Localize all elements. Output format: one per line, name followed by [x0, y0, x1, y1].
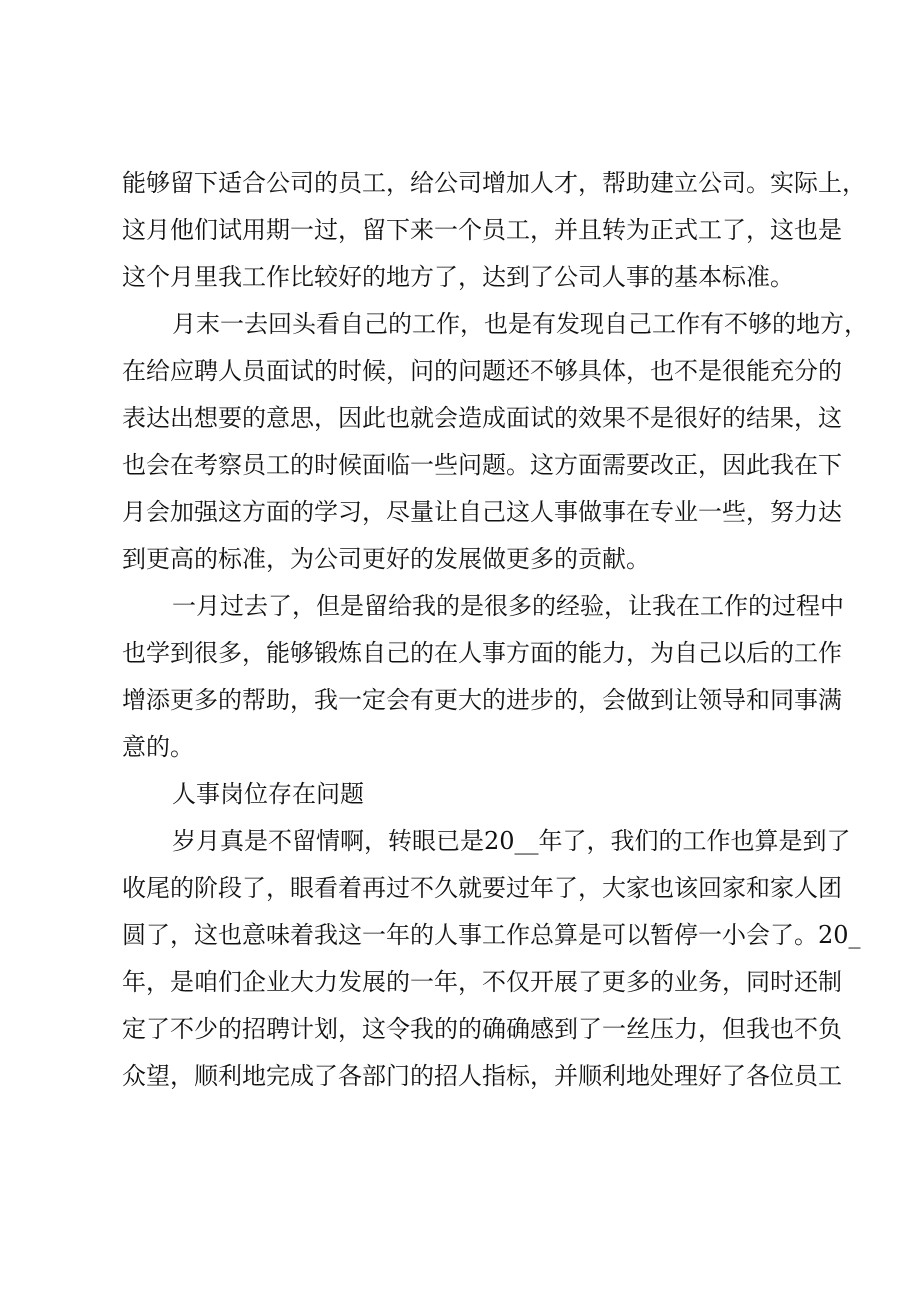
text-line: 这个月里我工作比较好的地方了，达到了公司人事的基本标准。: [122, 263, 794, 291]
paragraph-start: 月末一去回头看自己的工作，也是有发现自己工作有不够的地方，: [172, 310, 868, 338]
text-line: 到更高的标准，为公司更好的发展做更多的贡献。: [122, 545, 650, 573]
paragraph-start: 岁月真是不留情啊，转眼已是20__年了，我们的工作也算是到了: [172, 827, 851, 855]
text-line: 定了不少的招聘计划，这令我的的确确感到了一丝压力，但我也不负: [122, 1015, 842, 1043]
text-line: 圆了，这也意味着我这一年的人事工作总算是可以暂停一小会了。20_: [122, 921, 861, 949]
text-line: 增添更多的帮助，我一定会有更大的进步的，会做到让领导和同事满: [122, 686, 842, 714]
text-line: 收尾的阶段了，眼看着再过不久就要过年了，大家也该回家和家人团: [122, 874, 842, 902]
text-line: 这月他们试用期一过，留下来一个员工，并且转为正式工了，这也是: [122, 216, 842, 244]
text-line: 意的。: [122, 733, 194, 761]
text-line: 在给应聘人员面试的时候，问的问题还不够具体，也不是很能充分的: [122, 357, 842, 385]
paragraph-start: 一月过去了，但是留给我的是很多的经验，让我在工作的过程中: [172, 592, 844, 620]
text-line: 众望，顺利地完成了各部门的招人指标，并顺利地处理好了各位员工: [122, 1062, 842, 1090]
text-line: 表达出想要的意思，因此也就会造成面试的效果不是很好的结果，这: [122, 404, 842, 432]
text-line: 年，是咱们企业大力发展的一年，不仅开展了更多的业务，同时还制: [122, 968, 842, 996]
text-line: 也会在考察员工的时候面临一些问题。这方面需要改正，因此我在下: [122, 451, 842, 479]
text-line: 能够留下适合公司的员工，给公司增加人才，帮助建立公司。实际上，: [122, 169, 866, 197]
document-body: [122, 160, 868, 1100]
text-line: 也学到很多，能够锻炼自己的在人事方面的能力，为自己以后的工作: [122, 639, 842, 667]
section-heading: 人事岗位存在问题: [172, 780, 364, 808]
text-line: 月会加强这方面的学习，尽量让自己这人事做事在专业一些，努力达: [122, 498, 842, 526]
